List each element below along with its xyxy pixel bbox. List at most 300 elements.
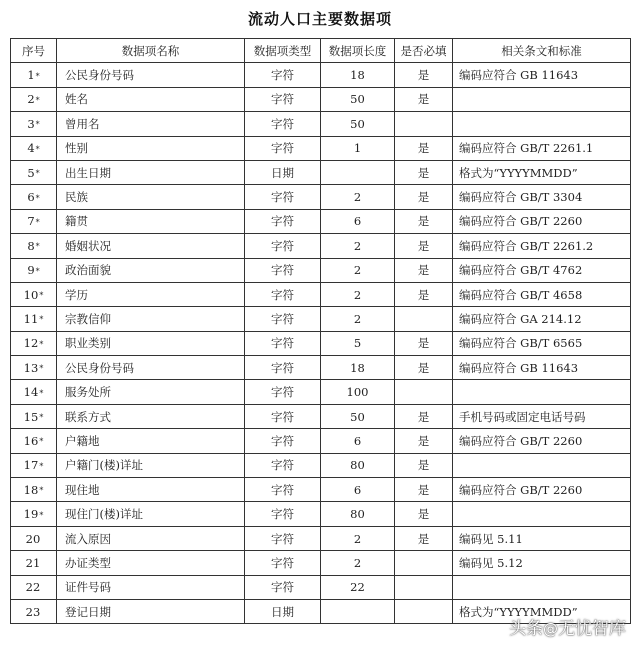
cell-length — [321, 209, 395, 233]
cell-name-text: 学历 — [65, 287, 88, 302]
cell-length-text: 22 — [350, 580, 365, 595]
cell-name-text: 民族 — [65, 190, 88, 205]
cell-required — [395, 282, 453, 306]
data-items-table — [10, 38, 631, 624]
cell-standard — [453, 112, 631, 136]
cell-standard — [453, 453, 631, 477]
cell-length-text: 100 — [346, 385, 369, 400]
cell-required — [395, 356, 453, 380]
cell-length-text: 6 — [353, 482, 362, 497]
cell-required — [395, 478, 453, 502]
cell-length — [321, 112, 395, 136]
cell-length-text: 50 — [350, 116, 365, 131]
required-star-mark: * — [35, 95, 40, 105]
cell-seq — [11, 160, 57, 184]
cell-required-text: 是 — [417, 287, 430, 302]
cell-seq-text: 3 — [27, 116, 35, 131]
cell-seq — [11, 185, 57, 209]
page-title: 流动人口主要数据项 — [247, 10, 392, 28]
required-star-mark: * — [39, 364, 44, 374]
cell-standard-text: 编码见 5.11 — [459, 531, 523, 546]
cell-standard — [453, 87, 631, 111]
cell-type — [245, 551, 321, 575]
cell-seq-text: 18 — [23, 482, 39, 497]
cell-required-text: 是 — [417, 68, 430, 83]
cell-seq-text: 4 — [27, 141, 35, 156]
cell-seq-text: 1 — [27, 68, 35, 83]
cell-name — [57, 356, 245, 380]
cell-length — [321, 599, 395, 623]
cell-length — [321, 307, 395, 331]
cell-standard-text: 编码见 5.12 — [459, 555, 523, 570]
cell-name-text: 流入原因 — [65, 531, 111, 546]
cell-type-text: 字符 — [271, 68, 294, 83]
cell-seq — [11, 453, 57, 477]
cell-name-text: 出生日期 — [65, 165, 111, 180]
cell-type-text: 字符 — [271, 555, 294, 570]
cell-standard — [453, 331, 631, 355]
cell-standard — [453, 478, 631, 502]
cell-standard-text: 编码应符合 GB/T 2261.1 — [459, 141, 594, 156]
header-name: 数据项名称 — [57, 39, 245, 63]
cell-length — [321, 234, 395, 258]
cell-type — [245, 282, 321, 306]
cell-seq — [11, 331, 57, 355]
cell-seq-text: 2 — [27, 92, 35, 107]
cell-seq-text: 15 — [23, 409, 39, 424]
header-required: 是否必填 — [395, 39, 453, 63]
cell-type — [245, 599, 321, 623]
cell-required-text: 是 — [417, 92, 430, 107]
required-star-mark: * — [35, 217, 40, 227]
table-row — [11, 380, 631, 404]
required-star-mark: * — [39, 486, 44, 496]
cell-type-text: 字符 — [271, 409, 294, 424]
cell-seq-text: 19 — [23, 507, 39, 522]
cell-standard — [453, 526, 631, 550]
cell-name — [57, 380, 245, 404]
table-row — [11, 234, 631, 258]
cell-name — [57, 526, 245, 550]
cell-seq — [11, 356, 57, 380]
cell-name-text: 职业类别 — [65, 336, 111, 351]
cell-required-text: 是 — [417, 458, 430, 473]
cell-required — [395, 551, 453, 575]
cell-required — [395, 331, 453, 355]
cell-required — [395, 404, 453, 428]
cell-length — [321, 63, 395, 87]
cell-length-text: 2 — [353, 238, 362, 253]
cell-length — [321, 453, 395, 477]
cell-required — [395, 453, 453, 477]
cell-standard-text: 格式为“YYYYMMDD” — [459, 604, 578, 619]
cell-seq — [11, 258, 57, 282]
cell-type-text: 字符 — [271, 336, 294, 351]
cell-type — [245, 160, 321, 184]
cell-seq — [11, 526, 57, 550]
cell-length-text: 6 — [353, 433, 362, 448]
cell-name — [57, 185, 245, 209]
cell-seq-text: 5 — [27, 165, 35, 180]
table-row — [11, 356, 631, 380]
cell-length-text: 2 — [353, 311, 362, 326]
cell-name — [57, 112, 245, 136]
cell-name-text: 登记日期 — [65, 604, 111, 619]
cell-required-text: 是 — [417, 409, 430, 424]
cell-seq — [11, 380, 57, 404]
cell-seq-text: 8 — [27, 238, 35, 253]
cell-type-text: 字符 — [271, 482, 294, 497]
required-star-mark: * — [35, 120, 40, 130]
table-row — [11, 209, 631, 233]
cell-length — [321, 331, 395, 355]
cell-type — [245, 87, 321, 111]
cell-type — [245, 209, 321, 233]
cell-type — [245, 380, 321, 404]
table-header-row — [11, 39, 631, 63]
cell-type — [245, 258, 321, 282]
cell-seq-text: 21 — [25, 555, 41, 570]
cell-name — [57, 429, 245, 453]
cell-standard-text: 编码应符合 GB/T 4762 — [459, 263, 583, 278]
cell-required-text: 是 — [417, 214, 430, 229]
cell-seq-text: 12 — [23, 336, 39, 351]
cell-seq — [11, 63, 57, 87]
cell-name — [57, 234, 245, 258]
cell-name — [57, 551, 245, 575]
cell-standard-text: 格式为“YYYYMMDD” — [459, 165, 578, 180]
cell-length-text: 6 — [353, 214, 362, 229]
cell-type — [245, 307, 321, 331]
cell-required — [395, 63, 453, 87]
cell-seq-text: 23 — [25, 604, 41, 619]
cell-required — [395, 502, 453, 526]
cell-name — [57, 453, 245, 477]
cell-type-text: 日期 — [271, 165, 294, 180]
cell-type-text: 字符 — [271, 385, 294, 400]
cell-length-text: 2 — [353, 555, 362, 570]
cell-name — [57, 136, 245, 160]
cell-type-text: 日期 — [271, 604, 294, 619]
cell-required-text: 是 — [417, 507, 430, 522]
cell-required — [395, 185, 453, 209]
required-star-mark: * — [35, 266, 40, 276]
cell-type — [245, 185, 321, 209]
cell-name — [57, 404, 245, 428]
table-row — [11, 307, 631, 331]
cell-name-text: 户籍地 — [65, 433, 100, 448]
required-star-mark: * — [39, 510, 44, 520]
cell-seq — [11, 575, 57, 599]
cell-length-text: 2 — [353, 263, 362, 278]
cell-seq — [11, 307, 57, 331]
cell-length-text: 18 — [350, 68, 365, 83]
table-row — [11, 136, 631, 160]
cell-standard-text: 编码应符合 GB/T 2260 — [459, 433, 583, 448]
cell-required — [395, 429, 453, 453]
cell-type-text: 字符 — [271, 190, 294, 205]
cell-length — [321, 185, 395, 209]
cell-name-text: 服务处所 — [65, 385, 111, 400]
cell-length — [321, 404, 395, 428]
cell-seq-text: 7 — [27, 214, 35, 229]
required-star-mark: * — [35, 193, 40, 203]
cell-length-text: 50 — [350, 409, 365, 424]
cell-length — [321, 429, 395, 453]
cell-type-text: 字符 — [271, 263, 294, 278]
cell-name-text: 籍贯 — [65, 214, 88, 229]
cell-seq — [11, 478, 57, 502]
cell-standard-text: 编码应符合 GB/T 6565 — [459, 336, 583, 351]
cell-type — [245, 478, 321, 502]
cell-standard — [453, 380, 631, 404]
cell-required-text: 是 — [417, 238, 430, 253]
cell-required — [395, 160, 453, 184]
cell-standard — [453, 160, 631, 184]
cell-length — [321, 136, 395, 160]
cell-length-text: 2 — [353, 190, 362, 205]
cell-length — [321, 258, 395, 282]
cell-length-text: 18 — [350, 360, 365, 375]
cell-seq-text: 22 — [25, 580, 41, 595]
cell-standard — [453, 502, 631, 526]
cell-required — [395, 87, 453, 111]
table-row — [11, 429, 631, 453]
cell-type-text: 字符 — [271, 580, 294, 595]
cell-required — [395, 234, 453, 258]
cell-standard — [453, 63, 631, 87]
cell-name — [57, 478, 245, 502]
cell-standard — [453, 404, 631, 428]
cell-seq — [11, 234, 57, 258]
cell-length-text: 80 — [350, 507, 365, 522]
table-row — [11, 63, 631, 87]
table-row — [11, 331, 631, 355]
cell-standard-text: 编码应符合 GB/T 2260 — [459, 214, 583, 229]
table-row — [11, 551, 631, 575]
cell-name-text: 现住门(楼)详址 — [65, 507, 143, 522]
cell-type-text: 字符 — [271, 287, 294, 302]
cell-type — [245, 502, 321, 526]
cell-type-text: 字符 — [271, 311, 294, 326]
header-standard: 相关条文和标准 — [453, 39, 631, 63]
required-star-mark: * — [39, 413, 44, 423]
cell-seq — [11, 429, 57, 453]
cell-standard — [453, 185, 631, 209]
cell-type-text: 字符 — [271, 458, 294, 473]
cell-length-text: 80 — [350, 458, 365, 473]
cell-seq-text: 20 — [25, 531, 41, 546]
cell-required — [395, 599, 453, 623]
required-star-mark: * — [35, 144, 40, 154]
cell-standard-text: 编码应符合 GB 11643 — [459, 360, 579, 375]
cell-seq — [11, 112, 57, 136]
cell-required — [395, 209, 453, 233]
table-row — [11, 502, 631, 526]
cell-length-text: 1 — [353, 141, 362, 156]
cell-standard — [453, 258, 631, 282]
cell-required — [395, 307, 453, 331]
cell-type — [245, 136, 321, 160]
cell-type — [245, 575, 321, 599]
cell-name-text: 联系方式 — [65, 409, 111, 424]
table-row — [11, 478, 631, 502]
cell-seq-text: 11 — [23, 311, 39, 326]
table-row — [11, 282, 631, 306]
cell-required — [395, 380, 453, 404]
required-star-mark: * — [39, 461, 44, 471]
cell-type — [245, 331, 321, 355]
cell-type-text: 字符 — [271, 507, 294, 522]
cell-required — [395, 258, 453, 282]
cell-standard-text: 编码应符合 GB/T 2261.2 — [459, 238, 594, 253]
table-row — [11, 526, 631, 550]
cell-standard — [453, 575, 631, 599]
cell-name-text: 现住地 — [65, 482, 100, 497]
cell-standard-text: 编码应符合 GB 11643 — [459, 68, 579, 83]
watermark-name: 无忧智库 — [558, 619, 626, 639]
cell-type — [245, 234, 321, 258]
required-star-mark: * — [39, 388, 44, 398]
cell-type-text: 字符 — [271, 360, 294, 375]
cell-required — [395, 112, 453, 136]
cell-seq — [11, 87, 57, 111]
cell-required-text: 是 — [417, 531, 430, 546]
cell-required-text: 是 — [417, 336, 430, 351]
cell-name — [57, 307, 245, 331]
table-row — [11, 258, 631, 282]
cell-standard — [453, 234, 631, 258]
watermark — [509, 614, 626, 639]
cell-type-text: 字符 — [271, 238, 294, 253]
cell-length — [321, 160, 395, 184]
cell-name-text: 性别 — [65, 141, 88, 156]
cell-required — [395, 526, 453, 550]
table-row — [11, 453, 631, 477]
cell-length — [321, 526, 395, 550]
cell-required-text: 是 — [417, 165, 430, 180]
table-row — [11, 87, 631, 111]
required-star-mark: * — [35, 169, 40, 179]
cell-name-text: 公民身份号码 — [65, 360, 134, 375]
cell-seq-text: 13 — [23, 360, 39, 375]
cell-standard — [453, 429, 631, 453]
cell-required-text: 是 — [417, 482, 430, 497]
watermark-at: @ — [543, 620, 558, 638]
cell-seq — [11, 404, 57, 428]
cell-type — [245, 63, 321, 87]
cell-length-text: 2 — [353, 287, 362, 302]
required-star-mark: * — [35, 242, 40, 252]
cell-type-text: 字符 — [271, 141, 294, 156]
cell-type — [245, 404, 321, 428]
cell-type — [245, 112, 321, 136]
header-type: 数据项类型 — [245, 39, 321, 63]
cell-standard-text: 编码应符合 GA 214.12 — [459, 311, 582, 326]
cell-standard — [453, 356, 631, 380]
cell-name — [57, 599, 245, 623]
cell-required-text: 是 — [417, 360, 430, 375]
required-star-mark: * — [39, 291, 44, 301]
cell-type-text: 字符 — [271, 214, 294, 229]
cell-length — [321, 356, 395, 380]
cell-name-text: 公民身份号码 — [65, 68, 134, 83]
cell-name-text: 证件号码 — [65, 580, 111, 595]
cell-seq-text: 14 — [23, 385, 39, 400]
cell-type — [245, 453, 321, 477]
cell-name — [57, 209, 245, 233]
required-star-mark: * — [39, 339, 44, 349]
required-star-mark: * — [39, 437, 44, 447]
cell-seq-text: 16 — [23, 433, 39, 448]
table-row — [11, 160, 631, 184]
cell-standard — [453, 551, 631, 575]
cell-seq-text: 17 — [23, 458, 39, 473]
required-star-mark: * — [39, 315, 44, 325]
cell-standard — [453, 209, 631, 233]
table-row — [11, 404, 631, 428]
cell-seq — [11, 282, 57, 306]
cell-standard-text: 编码应符合 GB/T 4658 — [459, 287, 583, 302]
cell-name — [57, 282, 245, 306]
cell-length-text: 5 — [353, 336, 362, 351]
cell-length — [321, 551, 395, 575]
cell-name-text: 姓名 — [65, 92, 88, 107]
cell-standard-text: 编码应符合 GB/T 3304 — [459, 190, 583, 205]
required-star-mark: * — [35, 71, 40, 81]
cell-name-text: 户籍门(楼)详址 — [65, 458, 143, 473]
cell-seq — [11, 136, 57, 160]
cell-name — [57, 160, 245, 184]
cell-required — [395, 136, 453, 160]
cell-type — [245, 429, 321, 453]
watermark-prefix: 头条 — [509, 619, 543, 639]
header-length: 数据项长度 — [321, 39, 395, 63]
cell-name-text: 办证类型 — [65, 555, 111, 570]
cell-type-text: 字符 — [271, 531, 294, 546]
cell-seq — [11, 502, 57, 526]
cell-required-text: 是 — [417, 263, 430, 278]
table-row — [11, 112, 631, 136]
cell-seq-text: 9 — [27, 263, 35, 278]
cell-name — [57, 502, 245, 526]
cell-name — [57, 258, 245, 282]
cell-length — [321, 502, 395, 526]
cell-name — [57, 331, 245, 355]
cell-name-text: 宗教信仰 — [65, 311, 111, 326]
cell-seq-text: 10 — [23, 287, 39, 302]
cell-standard — [453, 136, 631, 160]
header-seq: 序号 — [11, 39, 57, 63]
cell-type-text: 字符 — [271, 116, 294, 131]
cell-seq-text: 6 — [27, 190, 35, 205]
cell-type — [245, 356, 321, 380]
cell-required-text: 是 — [417, 190, 430, 205]
cell-standard-text: 手机号码或固定电话号码 — [459, 409, 586, 424]
cell-seq — [11, 599, 57, 623]
cell-standard — [453, 307, 631, 331]
cell-type — [245, 526, 321, 550]
cell-required-text: 是 — [417, 433, 430, 448]
cell-length-text: 2 — [353, 531, 362, 546]
cell-name-text: 曾用名 — [65, 116, 100, 131]
cell-length — [321, 282, 395, 306]
cell-required — [395, 575, 453, 599]
cell-standard-text: 编码应符合 GB/T 2260 — [459, 482, 583, 497]
cell-type-text: 字符 — [271, 92, 294, 107]
cell-length — [321, 87, 395, 111]
cell-length — [321, 478, 395, 502]
